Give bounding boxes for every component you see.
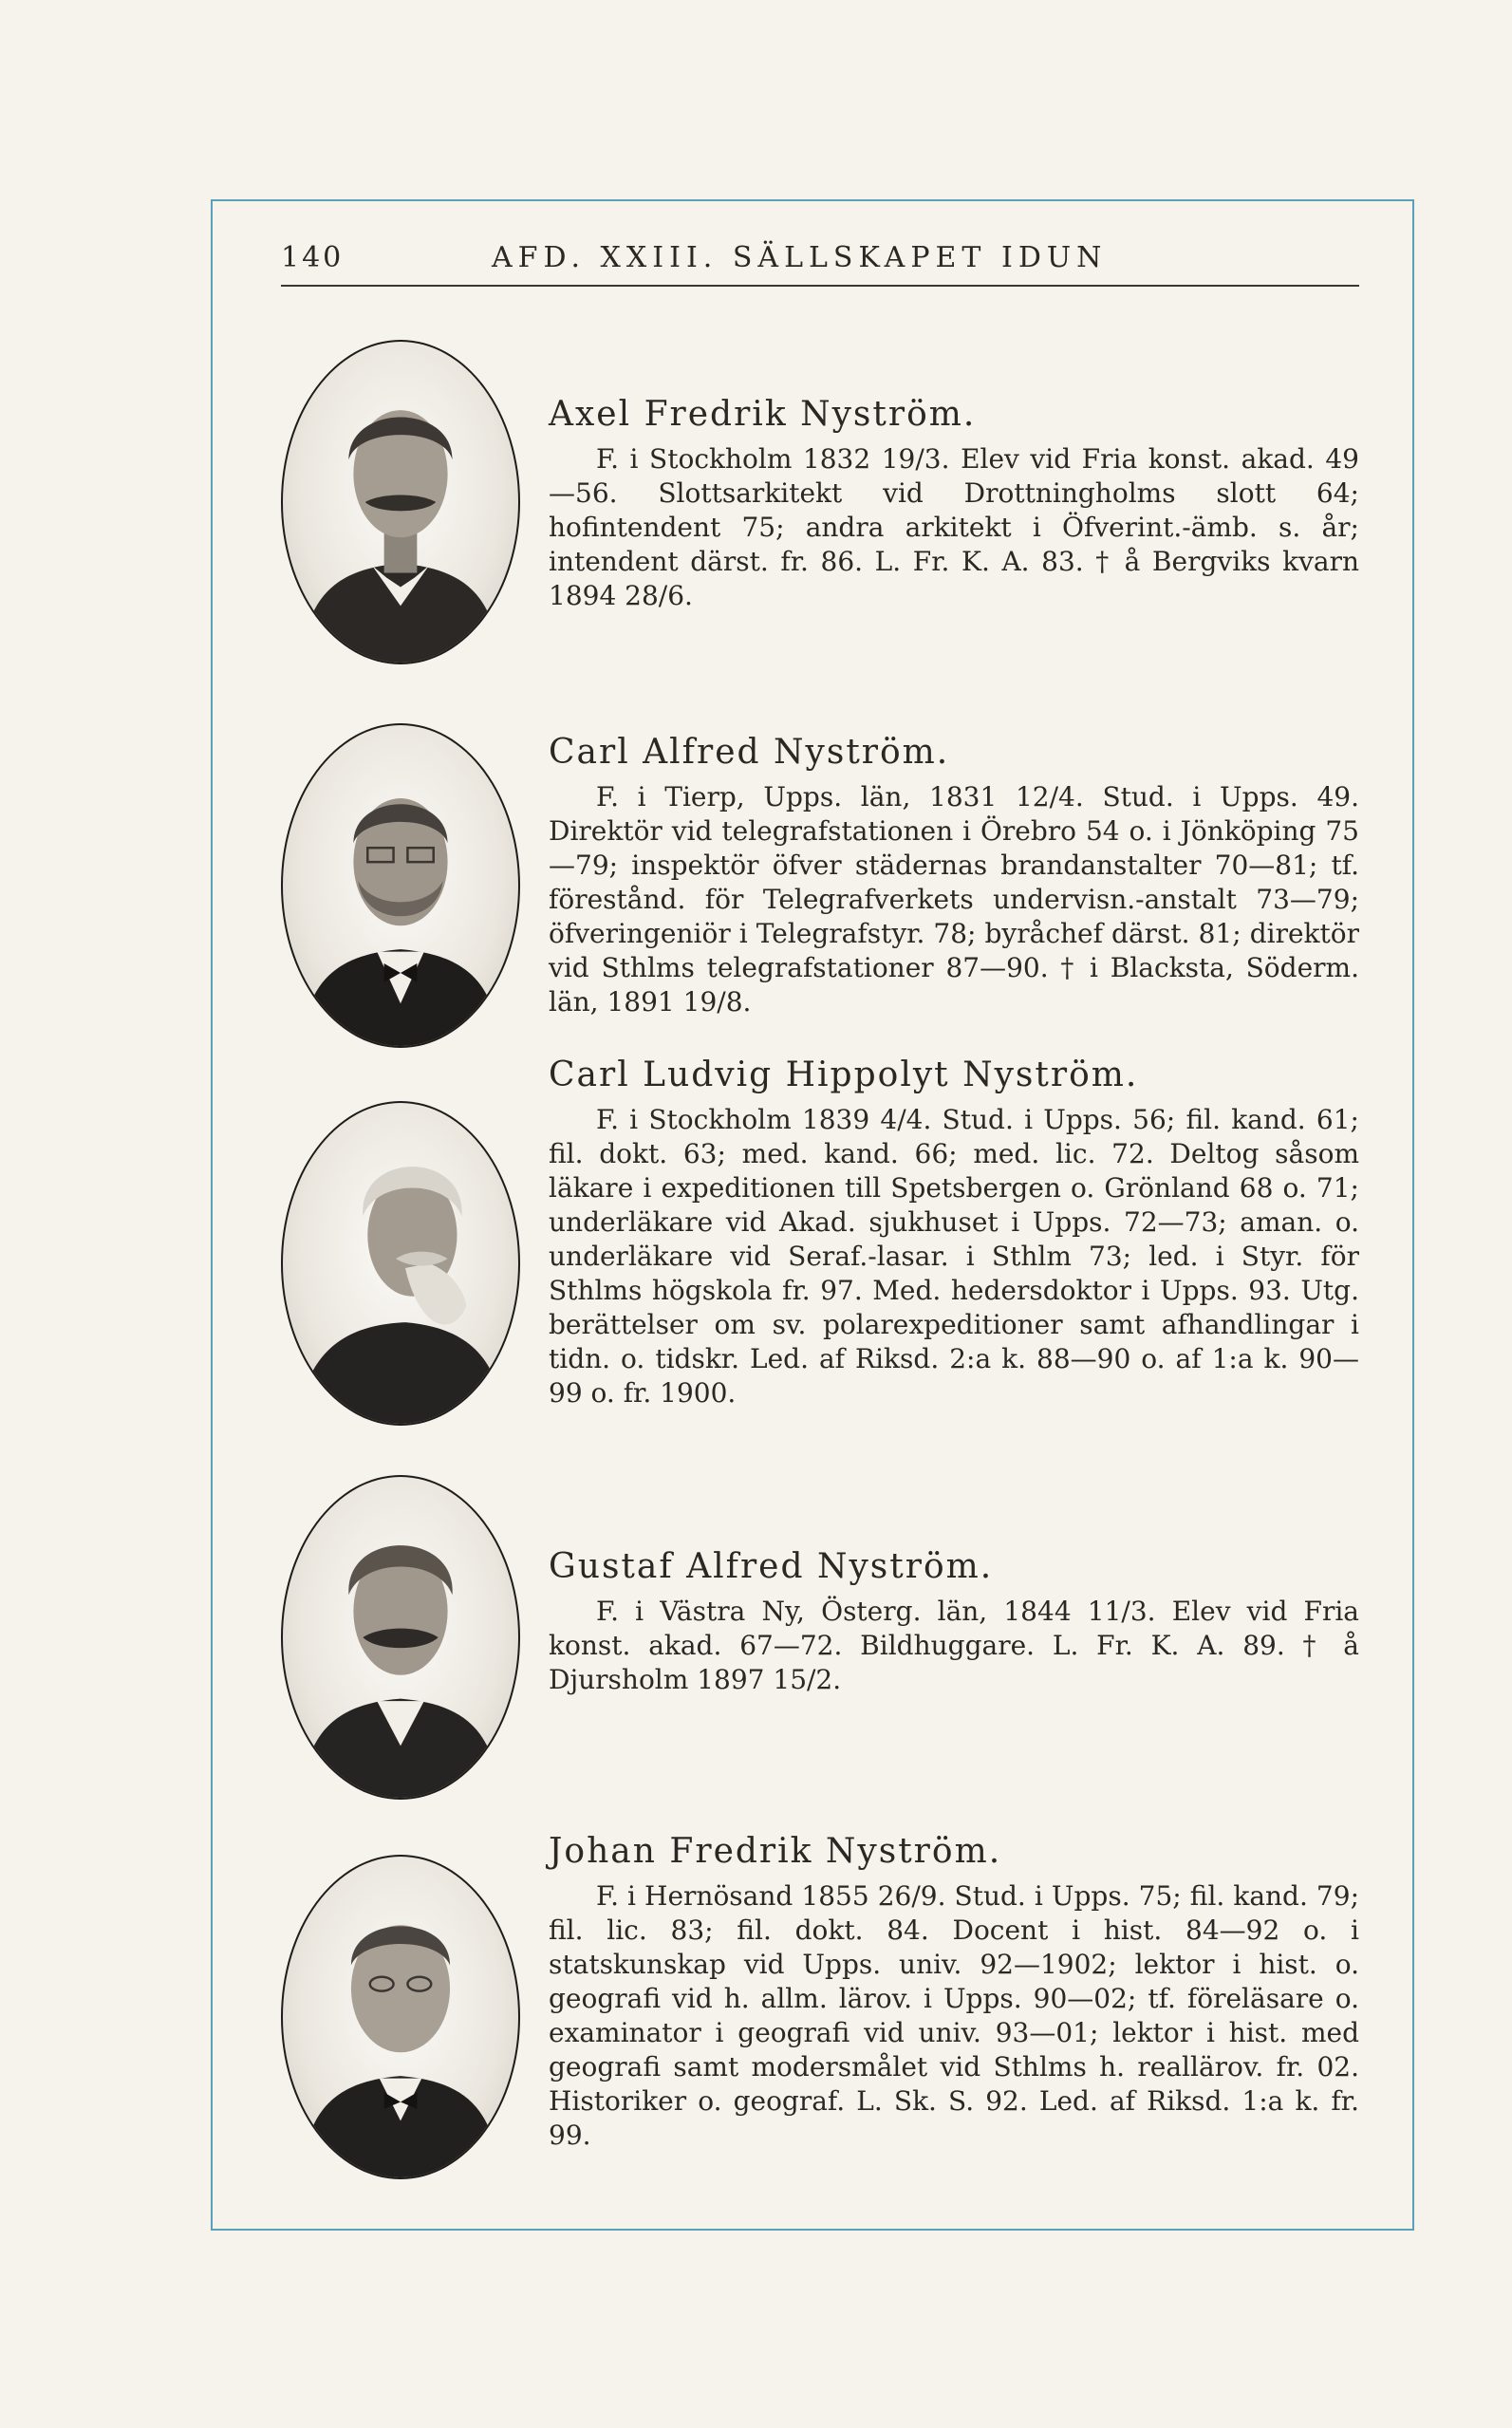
entry — [549, 395, 1359, 613]
portrait-photo — [281, 340, 520, 664]
entry — [549, 1055, 1359, 1410]
entry-biography: F. i Stockholm 1839 4/4. Stud. i Upps. 56; fil. kand. 61; fil. dokt. 63; med. kand. 66; med. lic. 72. Deltog såsom läkare i expeditionen till Spetsbergen o. Grönland 68 o. 71; underläkare vid Akad. sjukhuset i Upps. 72—73; aman. o. underläkare vid Seraf.-lasar. i Sthlm 73; led. i Styr. för Sthlms högskola fr. 97. Med. hedersdoktor i Upps. 93. Utg. berättelser om sv. polarexpeditioner samt afhandlingar i tidn. o. tidskr. Led. af Riksd. 2:a k. 88—90 o. af 1:a k. 90—99 o. fr. 1900. — [549, 1104, 1359, 1409]
entry — [549, 733, 1359, 1019]
entry-name: Gustaf Alfred Nyström. — [549, 1547, 994, 1586]
entry-biography: F. i Stockholm 1832 19/3. Elev vid Fria konst. akad. 49—56. Slottsarkitekt vid Drottningholms slott 64; hofintendent 75; andra arkitekt i Öfverint.-ämb. s. år; intendent därst. fr. 86. L. Fr. K. A. 83. † å Bergviks kvarn 1894 28/6. — [549, 443, 1359, 611]
entry-name: Johan Fredrik Nyström. — [549, 1832, 1002, 1871]
entry — [549, 1832, 1359, 2153]
portrait-photo — [281, 1101, 520, 1426]
entry-name: Carl Alfred Nyström. — [549, 733, 950, 772]
entry-biography: F. i Tierp, Upps. län, 1831 12/4. Stud. i Upps. 49. Direktör vid telegrafstationen i Örebro 54 o. i Jönköping 75—79; inspektör öfver städernas brandanstalter 70—81; tf. förestånd. för Telegrafverkets undervisn.-anstalt 73—79; öfveringeniör i Telegrafstyr. 78; byråchef därst. 81; direktör vid Sthlms telegrafstationer 87—90. † i Blacksta, Söderm. län, 1891 19/8. — [549, 781, 1359, 1018]
entry — [549, 1547, 1359, 1697]
portrait-photo — [281, 1475, 520, 1800]
entry-name: Carl Ludvig Hippolyt Nyström. — [549, 1055, 1139, 1094]
entry-biography: F. i Västra Ny, Österg. län, 1844 11/3. Elev vid Fria konst. akad. 67—72. Bildhuggare. L. Fr. K. A. 89. † å Djursholm 1897 15/2. — [549, 1596, 1359, 1695]
portrait-photo — [281, 723, 520, 1048]
entry-biography: F. i Hernösand 1855 26/9. Stud. i Upps. 75; fil. kand. 79; fil. lic. 83; fil. dokt. 84. Docent i hist. 84—92 o. i statskunskap vid Upps. univ. 92—1902; lektor i hist. o. geografi vid h. allm. lärov. i Upps. 90—02; tf. föreläsare o. examinator i geografi vid univ. 93—01; lektor i hist. med geografi samt modersmålet vid Sthlms h. reallärov. fr. 02. Historiker o. geograf. L. Sk. S. 92. Led. af Riksd. 1:a k. fr. 99. — [549, 1880, 1359, 2151]
page-header — [281, 237, 1359, 287]
portrait-photo — [281, 1855, 520, 2179]
entry-name: Axel Fredrik Nyström. — [549, 395, 977, 434]
page-number: 140 — [281, 241, 345, 274]
running-title: AFD. XXIII. SÄLLSKAPET IDUN — [492, 241, 1108, 274]
